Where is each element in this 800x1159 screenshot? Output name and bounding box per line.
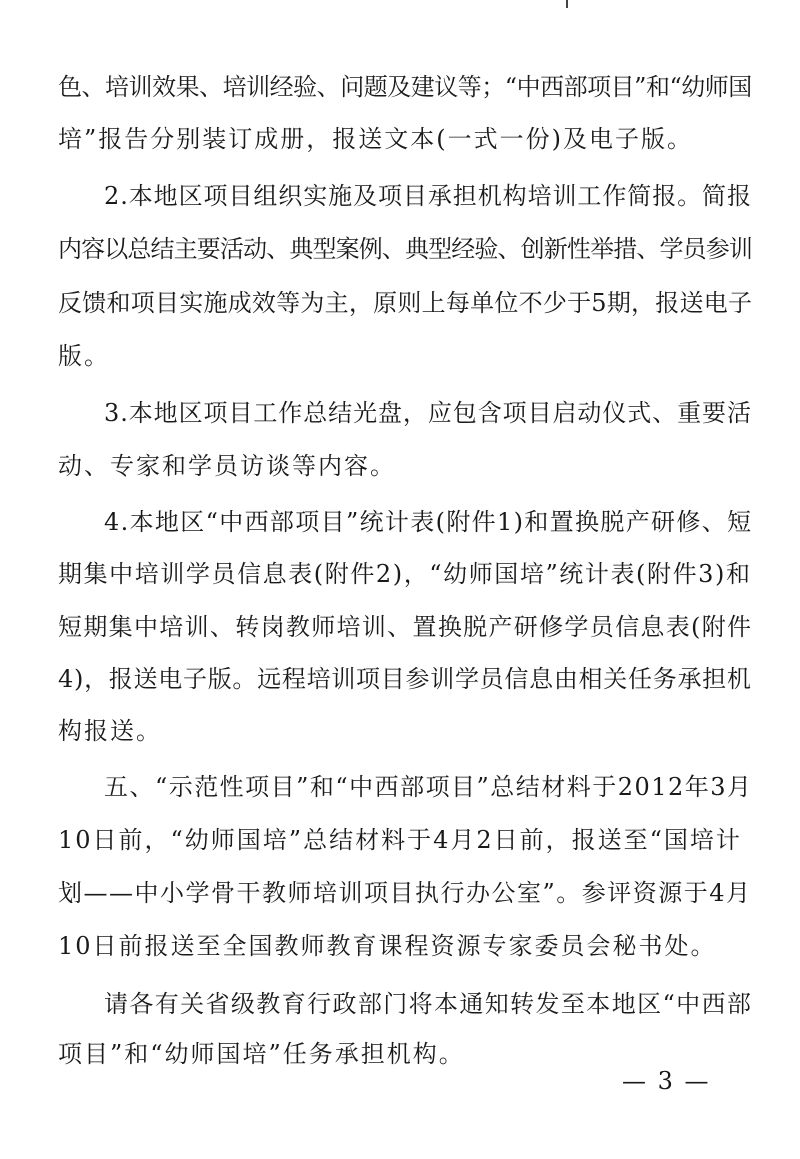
body-line: 10日前报送至全国教师教育课程资源专家委员会秘书处。 (58, 932, 717, 960)
body-line: 短期集中培训、转岗教师培训、置换脱产研修学员信息表(附件 (58, 613, 753, 641)
body-line: 4)，报送电子版。远程培训项目参训学员信息由相关任务承担机 (58, 665, 752, 693)
body-line: 培”报告分别装订成册，报送文本(一式一份)及电子版。 (58, 125, 693, 153)
body-line: 五、“示范性项目”和“中西部项目”总结材料于2012年3月 (104, 773, 753, 801)
body-line: 内容以总结主要活动、典型案例、典型经验、创新性举措、学员参训 (58, 235, 752, 263)
body-line: 色、培训效果、培训经验、问题及建议等；“中西部项目”和“幼师国 (58, 73, 752, 101)
body-line: 项目”和“幼师国培”任务承担机构。 (58, 1040, 465, 1068)
page-number: — 3 — (622, 1067, 711, 1095)
scan-mark (566, 0, 568, 8)
body-line: 3.本地区项目工作总结光盘，应包含项目启动仪式、重要活 (104, 399, 752, 427)
body-line: 请各有关省级教育行政部门将本通知转发至本地区“中西部 (104, 990, 753, 1018)
body-line: 4.本地区“中西部项目”统计表(附件1)和置换脱产研修、短 (104, 508, 753, 536)
body-line: 动、专家和学员访谈等内容。 (58, 452, 396, 480)
body-line: 构报送。 (58, 717, 162, 745)
body-line: 反馈和项目实施成效等为主，原则上每单位不少于5期，报送电子 (58, 289, 753, 317)
body-line: 划——中小学骨干教师培训项目执行办公室”。参评资源于4月 (58, 879, 752, 907)
body-line: 10日前，“幼师国培”总结材料于4月2日前，报送至“国培计 (58, 826, 742, 854)
body-line: 2.本地区项目组织实施及项目承担机构培训工作简报。简报 (104, 182, 752, 210)
body-line: 期集中培训学员信息表(附件2)，“幼师国培”统计表(附件3)和 (58, 560, 752, 588)
body-line: 版。 (58, 342, 110, 370)
